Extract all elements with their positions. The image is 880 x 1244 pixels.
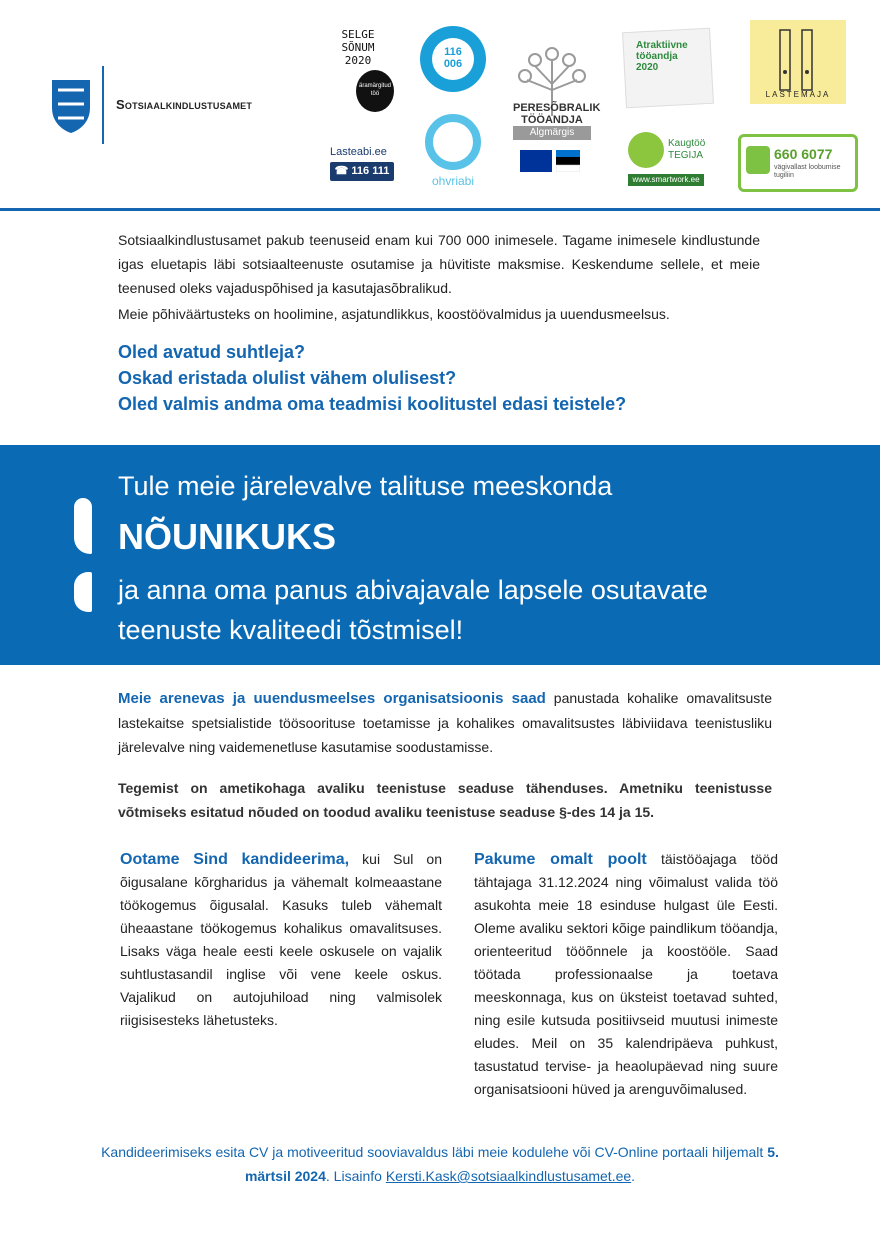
question-2: Oskad eristada olulist vähem olulisest? bbox=[118, 368, 457, 388]
values-paragraph: Meie põhiväärtusteks on hoolimine, asjatundlikkus, koostöövalmidus ja uuendusmeelsus. bbox=[118, 306, 670, 322]
header-divider bbox=[0, 208, 880, 211]
lasteabi-logo: Lasteabi.ee bbox=[330, 146, 387, 158]
vagivald-subtitle: vägivallast loobumise tugiliin bbox=[774, 164, 841, 179]
kriisitelefon-number: 116 006 bbox=[432, 38, 474, 80]
contact-email-link[interactable]: Kersti.Kask@sotsiaalkindlustusamet.ee bbox=[385, 1168, 632, 1184]
question-3: Oled valmis andma oma teadmisi koolitustel edasi teistele? bbox=[118, 394, 627, 414]
footer-text-3: . bbox=[631, 1168, 636, 1184]
banner-line-3: ja anna oma panus abivajavale lapsele osutavate teenuste kvaliteedi tõstmisel! bbox=[118, 575, 708, 645]
estonian-flag-icon bbox=[556, 150, 580, 172]
question-1: Oled avatud suhtleja? bbox=[118, 342, 306, 362]
selge-sonum-logo: SELGE SÕNUM 2020 bbox=[341, 28, 375, 67]
footer-text-2: . Lisainfo bbox=[325, 1168, 386, 1184]
exclamation-dot-icon bbox=[74, 572, 92, 612]
requirements-highlight: Ootame Sind kandideerima, bbox=[120, 851, 350, 868]
civil-service-paragraph: Tegemist on ametikohaga avaliku teenistuse seaduse tähenduses. Ametniku teenistusse võtmiseks esitatud nõuded on toodud avaliku teenistuse seaduse §-des 14 ja 15. bbox=[118, 780, 772, 820]
lasteabi-phone: ☎ 116 111 bbox=[330, 162, 394, 181]
vagivald-phone: 660 6077 bbox=[774, 146, 833, 162]
deadline: 5. märtsil 2024 bbox=[244, 1144, 779, 1184]
smartwork-url: www.smartwork.ee bbox=[628, 174, 704, 186]
footer-text-1: Kandideerimiseks esita CV ja motiveeritud sooviavaldus läbi meie kodulehe või CV-Online portaali hiljemalt bbox=[101, 1144, 768, 1160]
estonian-crest-logo bbox=[50, 78, 92, 134]
organisation-text: panustada kohalike omavalitsuste lastekaitse spetsialistide töösoorituse toetamisse ja kohalikes omavalitsustes läbiviidava teenistusliku järelevalve ning vaidemenetluse kasutamise soodustamisse. bbox=[118, 690, 772, 755]
logo-divider bbox=[102, 66, 104, 144]
eu-flag-icon bbox=[520, 150, 552, 172]
hands-icon bbox=[746, 146, 770, 174]
organisation-highlight: Meie arenevas ja uuendusmeelses organisatsioonis saad bbox=[118, 690, 546, 707]
intro-paragraph: Sotsiaalkindlustusamet pakub teenuseid enam kui 700 000 inimesele. Tagame inimesele kindlustunde igas eluetapis läbi sotsiaalteenuste osutamise ja hüvitiste maksmise. Keskendume sellele, et meie teenused oleks vajaduspõhised ja kasutajasõbralikud. bbox=[118, 232, 760, 296]
selge-sonum-badge: äramärgitud töö bbox=[356, 70, 394, 112]
org-name: Sotsiaalkindlustusamet bbox=[116, 97, 253, 112]
banner-line-1: Tule meie järelevalve talituse meeskonda bbox=[118, 471, 613, 501]
offer-text: täistööajaga tööd tähtajaga 31.12.2024 ning võimalust valida töö asukohta meie 18 esinduse hulgast üle Eesti. Oleme avaliku sektori kõige paindlikum tööandja, orienteeritud tööõnnele ja koostööle. Saad töötada professionaalse ja toetava meeskonnaga, kus on üksteist toetavad suhted, ning esile kutsuda positiivseid muutusi inimeste eludes. Meil on 35 kalendripäeva puhkust, tasustatud tervise- ja heaolupäevad ning suure organisatsiooni hüved ja arenguvõimalused. bbox=[474, 851, 778, 1097]
peresobralik-subtitle: Algmärgis bbox=[513, 126, 591, 140]
job-title: NÕUNIKUKS bbox=[118, 516, 337, 557]
exclamation-icon bbox=[74, 498, 92, 554]
kaugtoo-icon bbox=[628, 132, 664, 168]
atraktiivne-tooandja-text: Atraktiivne tööandja 2020 bbox=[636, 40, 688, 73]
lastemaja-text: LASTEMAJA bbox=[765, 90, 831, 99]
offer-paragraph bbox=[474, 848, 778, 1101]
peresobralik-title: PERESÕBRALIK TÖÖANDJA bbox=[513, 102, 601, 126]
offer-highlight: Pakume omalt poolt bbox=[474, 851, 647, 868]
application-footer bbox=[100, 1140, 780, 1188]
ohvriabi-icon bbox=[425, 114, 481, 170]
requirements-text: kui Sul on õigusalane kõrgharidus ja vähemalt kolmeaastane töökogemus õigusalal. Kasuks tuleb vähemalt üheaastane töökogemus kohalikus omavalitsuses. Lisaks väga heale eesti keele oskusele on vajalik suhtlustasandil inglise või vene keele oskus. Vajalikud on autojuhiload ning valmisolek riigisisesteks lähetusteks. bbox=[120, 851, 443, 1028]
kaugtoo-text: Kaugtöö TEGIJA bbox=[668, 138, 706, 161]
organisation-paragraph bbox=[118, 686, 772, 759]
ohvriabi-text: ohvriabi bbox=[431, 174, 475, 188]
requirements-paragraph bbox=[120, 848, 442, 1032]
